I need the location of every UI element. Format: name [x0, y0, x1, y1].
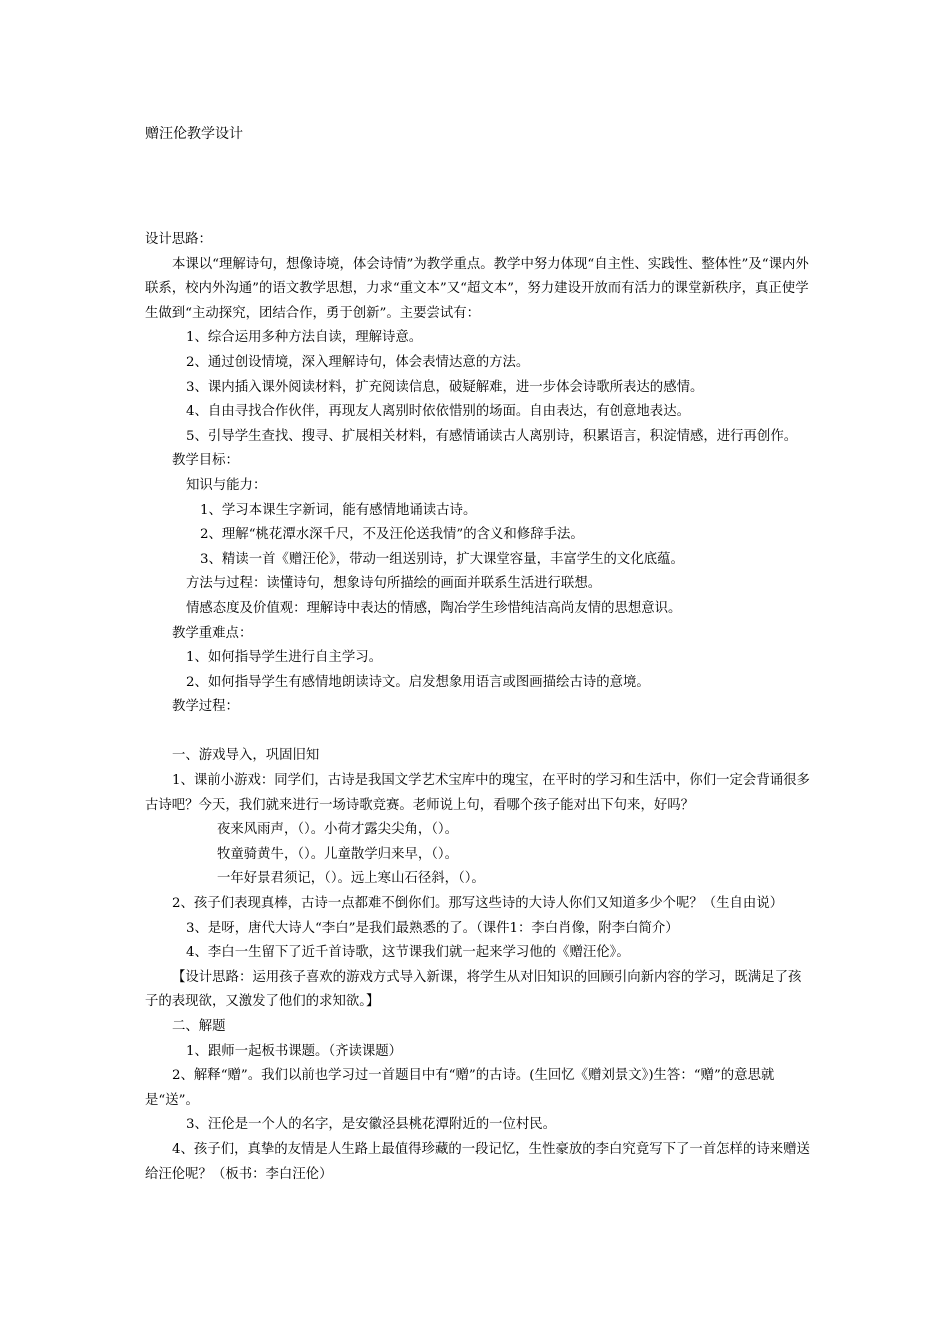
list-item: 2、如何指导学生有感情地朗读诗文。启发想象用语言或图画描绘古诗的意境。	[186, 674, 650, 690]
list-item: 2、理解“桃花潭水深千尺，不及汪伦送我情”的含义和修辞手法。	[200, 527, 584, 543]
document-title: 赠汪伦教学设计	[145, 126, 243, 142]
poem-line: 牧童骑黄牛，（）。儿童散学归来早，（）。	[217, 846, 459, 862]
paragraph: 1、课前小游戏：同学们，古诗是我国文学艺术宝库中的瑰宝，在平时的学习和生活中，你们一定会背诵很多古诗吧？今天，我们就来进行一场诗歌竞赛。老师说上句，看哪个孩子能对出下句来，好吗？	[145, 773, 810, 813]
paragraph: 4、李白一生留下了近千首诗歌，这节课我们就一起来学习他的《赠汪伦》。	[186, 945, 630, 961]
section-heading: 一、游戏导入，巩固旧知	[172, 748, 320, 764]
section-heading: 二、解题	[172, 1019, 226, 1034]
section-heading: 教学过程：	[172, 699, 239, 715]
list-item: 1、综合运用多种方法自读，理解诗意。	[186, 330, 423, 346]
paragraph: 1、跟师一起板书课题。（齐读课题）	[186, 1043, 403, 1059]
list-item: 4、自由寻找合作伙伴，再现友人离别时依依惜别的场面。自由表达，有创意地表达。	[186, 404, 690, 420]
paragraph: 2、孩子们表现真棒，古诗一点都难不倒你们。那写这些诗的大诗人你们又知道多少个呢？（生自由说）	[172, 896, 784, 912]
paragraph: 本课以“理解诗句，想像诗境，体会诗情”为教学重点。教学中努力体现“自主性、实践性、整体性”及“课内外联系，校内外沟通”的语文教学思想，力求“重文本”又“超文本”，努力建设开放而有活力的课堂新秩序，真正使学生做到“主动探究，团结合作，勇于创新”。主要尝试有：	[145, 256, 809, 321]
paragraph: 情感态度及价值观：理解诗中表达的情感，陶冶学生珍惜纯洁高尚友情的思想意识。	[186, 600, 682, 616]
section-heading: 教学目标：	[172, 453, 239, 469]
document-body	[145, 228, 810, 1187]
spacer	[145, 720, 810, 745]
paragraph: 2、解释“赠”。我们以前也学习过一首题目中有“赠”的古诗。(生回忆《赠刘景文》)生答：“赠”的意思就是“送”。	[145, 1068, 775, 1108]
list-item: 3、课内插入课外阅读材料，扩充阅读信息，破疑解难，进一步体会诗歌所表达的感情。	[186, 379, 704, 395]
subsection-heading: 知识与能力：	[186, 477, 267, 493]
paragraph: 3、汪伦是一个人的名字，是安徽泾县桃花潭附近的一位村民。	[186, 1117, 557, 1133]
poem-line: 一年好景君须记，（）。远上寒山石径斜，（）。	[217, 871, 485, 887]
paragraph: 4、孩子们，真挚的友情是人生路上最值得珍藏的一段记忆，生性豪放的李白究竟写下了一首怎样的诗来赠送给汪伦呢？（板书：李白汪伦）	[145, 1141, 810, 1182]
list-item: 2、通过创设情境，深入理解诗句，体会表情达意的方法。	[186, 354, 530, 370]
list-item: 1、学习本课生字新词，能有感情地诵读古诗。	[200, 502, 477, 518]
list-item: 3、精读一首《赠汪伦》，带动一组送别诗，扩大课堂容量，丰富学生的文化底蕴。	[200, 551, 684, 567]
paragraph: 方法与过程：读懂诗句，想象诗句所描绘的画面并联系生活进行联想。	[186, 576, 602, 592]
poem-line: 夜来风雨声，（）。小荷才露尖尖角，（）。	[217, 822, 459, 838]
design-note: 【设计思路：运用孩子喜欢的游戏方式导入新课，将学生从对旧知识的回顾引向新内容的学习，既满足了孩子的表现欲，又激发了他们的求知欲。】	[145, 969, 802, 1010]
paragraph: 3、是呀，唐代大诗人“李白”是我们最熟悉的了。（课件1：李白肖像，附李白简介）	[186, 920, 679, 936]
section-heading: 设计思路：	[145, 232, 212, 247]
list-item: 1、如何指导学生进行自主学习。	[186, 650, 382, 666]
section-heading: 教学重难点：	[172, 625, 253, 641]
list-item: 5、引导学生查找、搜寻、扩展相关材料，有感情诵读古人离别诗，积累语言，积淀情感，进行再创作。	[186, 428, 798, 444]
